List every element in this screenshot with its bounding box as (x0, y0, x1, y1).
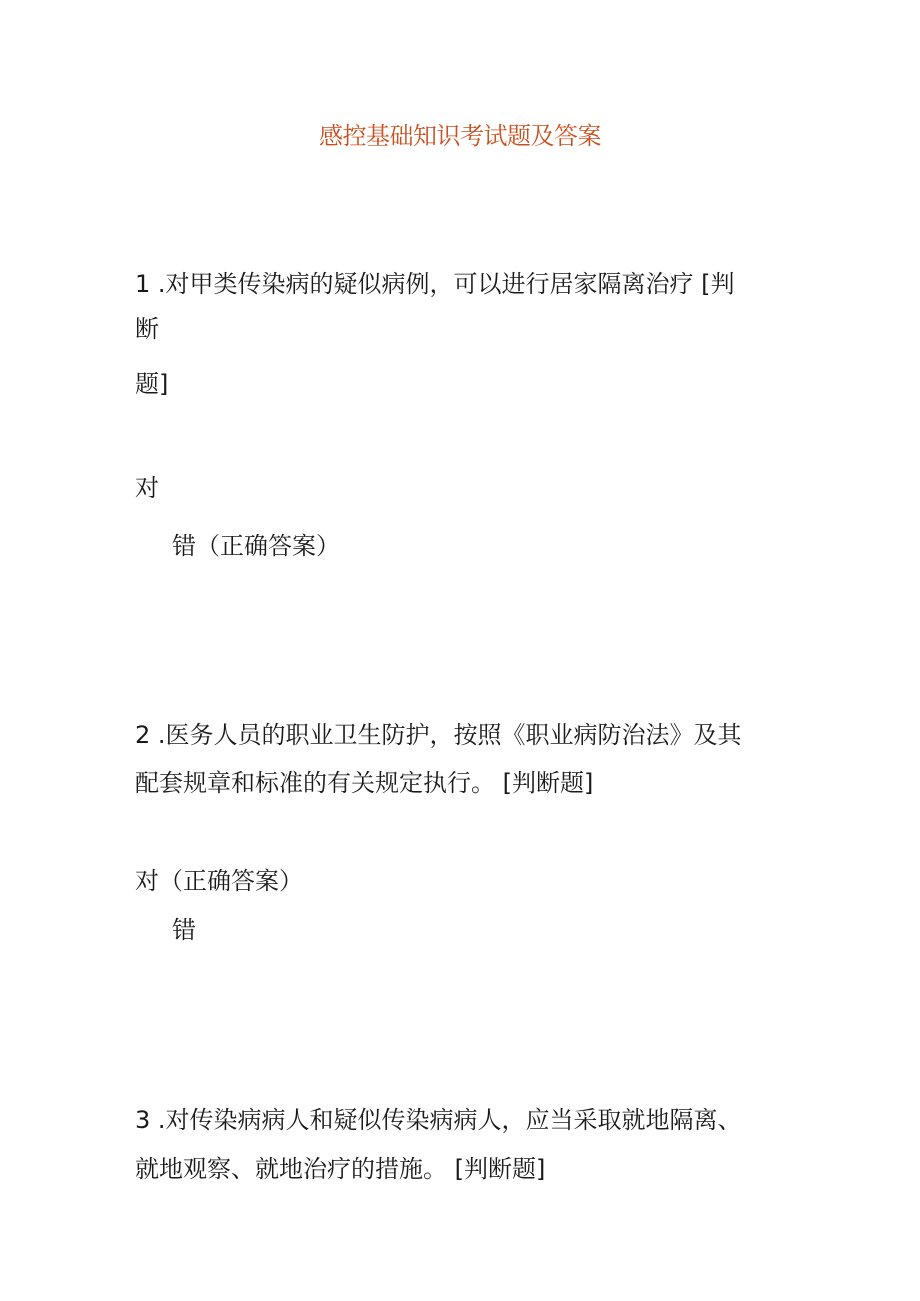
question-2-option-a: 对（正确答案） (135, 867, 303, 895)
question-2-text-line-1: 2 .医务人员的职业卫生防护，按照《职业病防治法》及其 (135, 721, 742, 749)
document-title: 感控基础知识考试题及答案 (319, 122, 601, 150)
question-1-text-line-2: 断 (135, 315, 159, 343)
question-2-option-b: 错 (172, 916, 196, 944)
question-1-option-b: 错（正确答案） (172, 532, 340, 560)
question-1-option-a: 对 (135, 474, 159, 502)
question-1-text-line-3: 题] (135, 370, 169, 398)
question-3-text-line-2: 就地观察、就地治疗的措施。 [判断题] (135, 1155, 546, 1183)
question-3-text-line-1: 3 .对传染病病人和疑似传染病病人，应当采取就地隔离、 (135, 1106, 742, 1134)
question-1-text-line-1: 1 .对甲类传染病的疑似病例，可以进行居家隔离治疗 [判 (135, 270, 735, 298)
question-2-text-line-2: 配套规章和标准的有关规定执行。 [判断题] (135, 769, 594, 797)
